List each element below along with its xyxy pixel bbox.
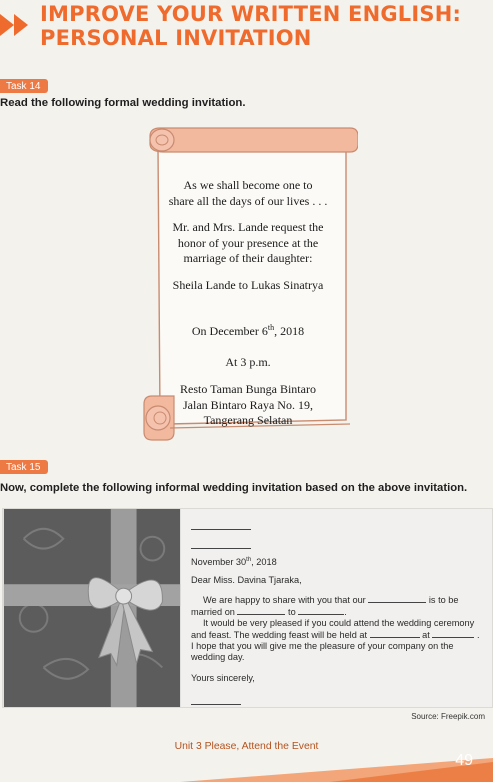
letter-date-prefix: November 30 (191, 557, 247, 568)
groom-blank[interactable] (298, 606, 344, 615)
footer-band (0, 752, 493, 782)
bride-blank[interactable] (237, 606, 285, 615)
invitation-venue: Resto Taman Bunga Bintaro Jalan Bintaro Raya No. 19, Tangerang Selatan (180, 382, 316, 427)
image-source: Source: Freepik.com (411, 712, 485, 721)
page-title (40, 2, 461, 50)
invitation-date-prefix: On December 6 (191, 323, 268, 338)
invitation-request: Mr. and Mrs. Lande request the honor of your presence at the marriage of their daughter: (172, 220, 324, 265)
letter-paragraph-1 (191, 594, 487, 606)
letter-paragraph-2: It would be very pleased if you could attend the wedding ceremony (203, 618, 475, 629)
letter-p1-b: is to be (428, 595, 459, 606)
venue-blank[interactable] (370, 629, 420, 638)
letter-p2-c: at (422, 630, 430, 641)
footer-unit-title: Unit 3 Please, Attend the Event (174, 741, 319, 752)
invitation-opening: As we shall become one to share all the days of our lives . . . (168, 178, 328, 208)
letter-date-sup: th (246, 557, 252, 563)
page-number: 49 (455, 752, 473, 769)
informal-invitation-card (2, 508, 493, 708)
title-line-2: PERSONAL INVITATION (40, 26, 312, 50)
letter-paragraph-1-cont: married on to . (191, 607, 347, 618)
invitation-date-time (148, 304, 348, 370)
letter-p2-b: and feast. The wedding feast will be held at (191, 630, 368, 641)
task-15-instruction: Now, complete the following informal wedding invitation based on the above invitation. (0, 482, 468, 494)
letter-date (191, 555, 487, 568)
letter-p1-a: We are happy to share with you that our (203, 595, 366, 606)
letter-paragraph-3: I hope that you will give me the pleasure of your company on the wedding day. (191, 641, 454, 663)
invitation-date-sup: th (267, 322, 275, 332)
invitation-couple: Sheila Lande to Lukas Sinatrya (172, 277, 324, 292)
ribbon-bow-illustration (3, 509, 181, 707)
sender-name-blank[interactable] (191, 519, 251, 530)
signature-blank[interactable] (191, 694, 241, 705)
letter-closing: Yours sincerely, (191, 673, 255, 684)
double-arrow-icon (0, 10, 38, 40)
sender-address-blank[interactable] (191, 538, 251, 549)
relation-blank[interactable] (368, 594, 426, 603)
letter-date-suffix: , 2018 (251, 557, 277, 568)
invitation-date-suffix: , 2018 (274, 323, 305, 338)
letter-p1-d: to (288, 607, 296, 618)
letter-paragraph-2-cont: and feast. The wedding feast will be held at at . (191, 630, 480, 641)
formal-invitation-text (148, 178, 348, 440)
task-14-tag: Task 14 (0, 79, 48, 93)
letter-salutation: Dear Miss. Davina Tjaraka, (191, 575, 302, 586)
letter-p1-c: married on (191, 607, 235, 618)
letter-body (191, 519, 487, 705)
time-blank[interactable] (432, 629, 474, 638)
task-14-instruction: Read the following formal wedding invitation. (0, 97, 246, 109)
task-15-tag: Task 15 (0, 460, 48, 474)
title-line-1: IMPROVE YOUR WRITTEN ENGLISH: (40, 2, 462, 26)
invitation-time: At 3 p.m. (225, 354, 271, 369)
